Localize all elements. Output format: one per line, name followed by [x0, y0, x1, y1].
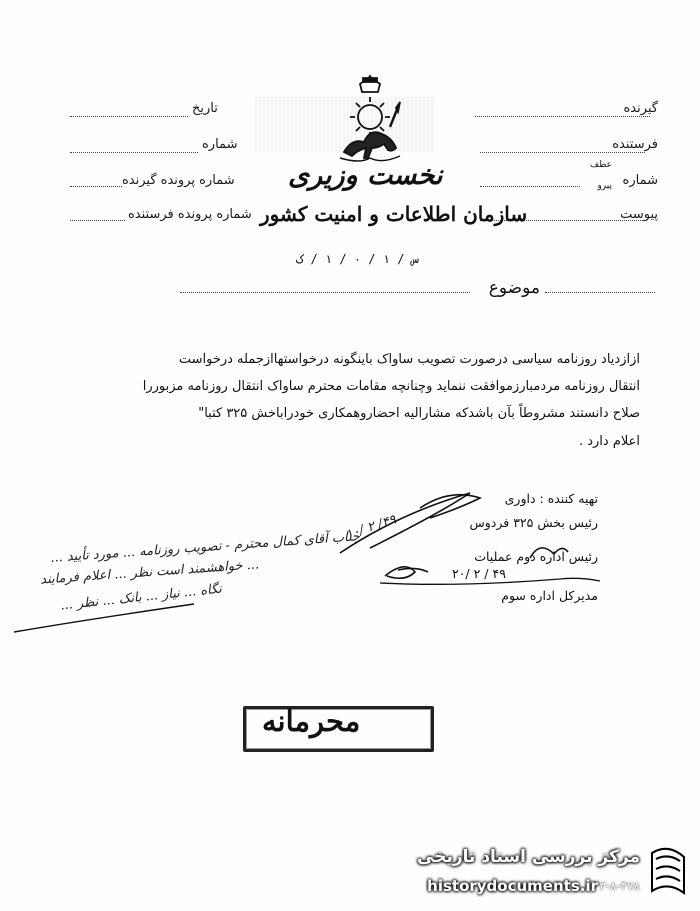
sender-label: فرستنده: [612, 137, 658, 152]
left-number-label: شماره: [202, 137, 238, 152]
body-line-2: انتقال روزنامه مردمبارزموافقت ننماید وچنانچه مقامات محترم ساواک انتقال روزنامه مزبوررا: [142, 379, 640, 394]
document-reference: ۳-۸-۴۷۸: [599, 879, 640, 893]
recipient-label: گیرنده: [623, 101, 658, 116]
number-label: شماره: [622, 173, 658, 188]
handwritten-note-line-1: جناب آقای کمال محترم - تصویب روزنامه ... مورد تأیید ...: [49, 529, 361, 566]
recipient-dots: [475, 116, 650, 117]
subject-label: موضوع: [488, 278, 540, 298]
body-line-4: اعلام دارد .: [578, 434, 640, 449]
sender-dots: [480, 152, 645, 153]
left-number-dots: [70, 152, 198, 153]
letterhead-title: نخست وزیری: [288, 160, 443, 191]
recipient-file-dots: [70, 186, 122, 187]
body-line-1: ازازدیاد روزنامه سیاسی درصورت تصویب ساواک باینگونه درخواستهاازجمله درخواست: [178, 352, 640, 367]
sender-file-dots: [70, 220, 125, 221]
number-dots: [480, 186, 580, 187]
confidential-stamp-text: محرمانه: [262, 704, 361, 738]
section-head: رئیس بخش ۳۲۵ فردوس: [469, 515, 598, 530]
reference-annotation: عطف: [589, 160, 612, 170]
date-dots: [70, 116, 188, 117]
attachment-label: پیوست: [620, 207, 658, 222]
handwritten-note-line-3: نگاه ... نیاز ... بانک ... نظر ...: [59, 581, 223, 614]
handwritten-note-underline: [10, 600, 210, 640]
director-general: مدیرکل اداره سوم: [501, 588, 598, 603]
followup-annotation: پیرو: [597, 181, 612, 191]
prepared-by: تهیه کننده : داوری: [504, 491, 598, 506]
letterhead-code: س / ۱ / ۰ / ۱ / ک: [296, 252, 419, 266]
archive-title: مرکز بررسی اسناد تاریخی: [417, 847, 640, 867]
signature-scribbles: [320, 478, 620, 598]
sender-file-number-label: شماره پرونده فرستنده: [128, 207, 252, 222]
handwritten-note-line-2: ... خواهشمند است نظر ... اعلام فرمایند: [39, 557, 260, 588]
recipient-file-number-label: شماره پرونده گیرنده: [122, 173, 235, 188]
subject-dots: [180, 292, 470, 293]
body-line-3: صلاح دانستند مشروطاً بآن باشدکه مشارالیه احضاروهمکاری خودراباخش ۳۲۵ کتبا": [198, 406, 640, 421]
archive-watermark: [410, 839, 700, 911]
letterhead-organization: سازمان اطلاعات و امنیت کشور: [260, 202, 528, 226]
subject-dots-right: [545, 292, 655, 293]
lion-and-sun-crest-icon: [330, 72, 410, 167]
archive-logo-icon: [646, 845, 690, 903]
department-date: ۲۰/ ۲ / ۴۹: [452, 566, 506, 581]
initial-date: ۱۰/ ۲ /۴۹: [343, 512, 398, 543]
archive-url: historydocuments.ir: [427, 877, 598, 895]
date-label: تاریخ: [192, 101, 218, 116]
department-head: رئیس اداره دوم عملیات: [474, 549, 598, 564]
